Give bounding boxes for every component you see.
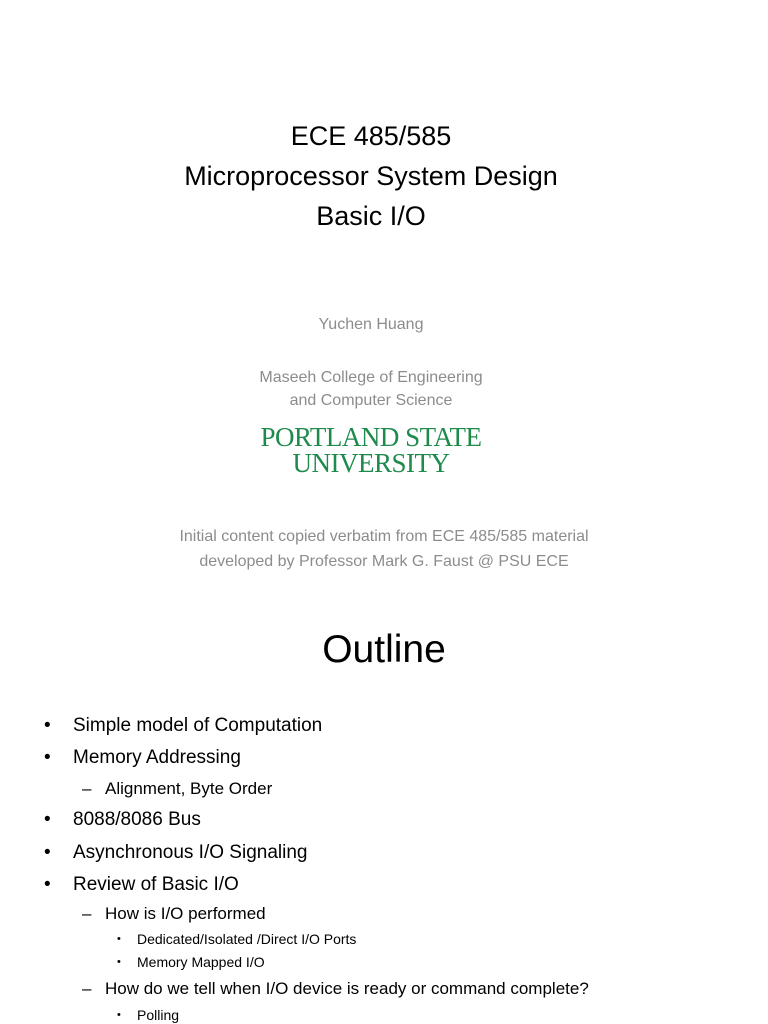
logo-line: UNIVERSITY <box>292 448 450 478</box>
bullet-marker: • <box>44 747 51 768</box>
credit-line: Initial content copied verbatim from ECE 485/585 material <box>179 528 589 545</box>
list-item-text: Memory Mapped I/O <box>137 954 265 970</box>
title-line-course: ECE 485/585 <box>290 121 452 151</box>
outline-slide <box>0 590 768 1024</box>
bullet-marker: • <box>117 956 121 968</box>
bullet-marker: • <box>44 842 51 863</box>
bullet-marker: • <box>117 933 121 945</box>
list-item-text: How do we tell when I/O device is ready or command complete? <box>105 979 589 998</box>
dash-marker: – <box>82 779 92 798</box>
bullet-marker: • <box>44 809 51 830</box>
bullet-marker: • <box>44 874 51 895</box>
outline-heading: Outline <box>322 628 446 671</box>
list-item-text: Alignment, Byte Order <box>105 779 273 798</box>
list-item-text: How is I/O performed <box>105 904 266 923</box>
credit-note <box>0 524 768 574</box>
bullet-marker: • <box>117 1009 121 1021</box>
logo-line: PORTLAND STATE <box>260 422 482 452</box>
credit-line: developed by Professor Mark G. Faust @ PSU ECE <box>199 553 569 570</box>
list-item-text: Memory Addressing <box>73 747 241 768</box>
list-item-text: Polling <box>137 1007 180 1023</box>
list-item-text: Asynchronous I/O Signaling <box>73 842 308 863</box>
slide-title <box>0 116 742 236</box>
title-line-topic: Basic I/O <box>316 201 426 231</box>
affiliation-line: and Computer Science <box>289 392 453 409</box>
list-item-text: Dedicated/Isolated /Direct I/O Ports <box>137 931 357 947</box>
dash-marker: – <box>82 979 92 998</box>
affiliation-line: Maseeh College of Engineering <box>259 369 483 386</box>
affiliation <box>0 366 742 412</box>
bullet-marker: • <box>44 715 51 736</box>
list-item-text: Review of Basic I/O <box>73 874 239 895</box>
dash-marker: – <box>82 904 92 923</box>
list-item-text: 8088/8086 Bus <box>73 809 201 830</box>
author-name: Yuchen Huang <box>318 316 424 333</box>
list-item-text: Simple model of Computation <box>73 715 323 736</box>
psu-logo <box>0 424 742 476</box>
title-line-subject: Microprocessor System Design <box>184 161 558 191</box>
